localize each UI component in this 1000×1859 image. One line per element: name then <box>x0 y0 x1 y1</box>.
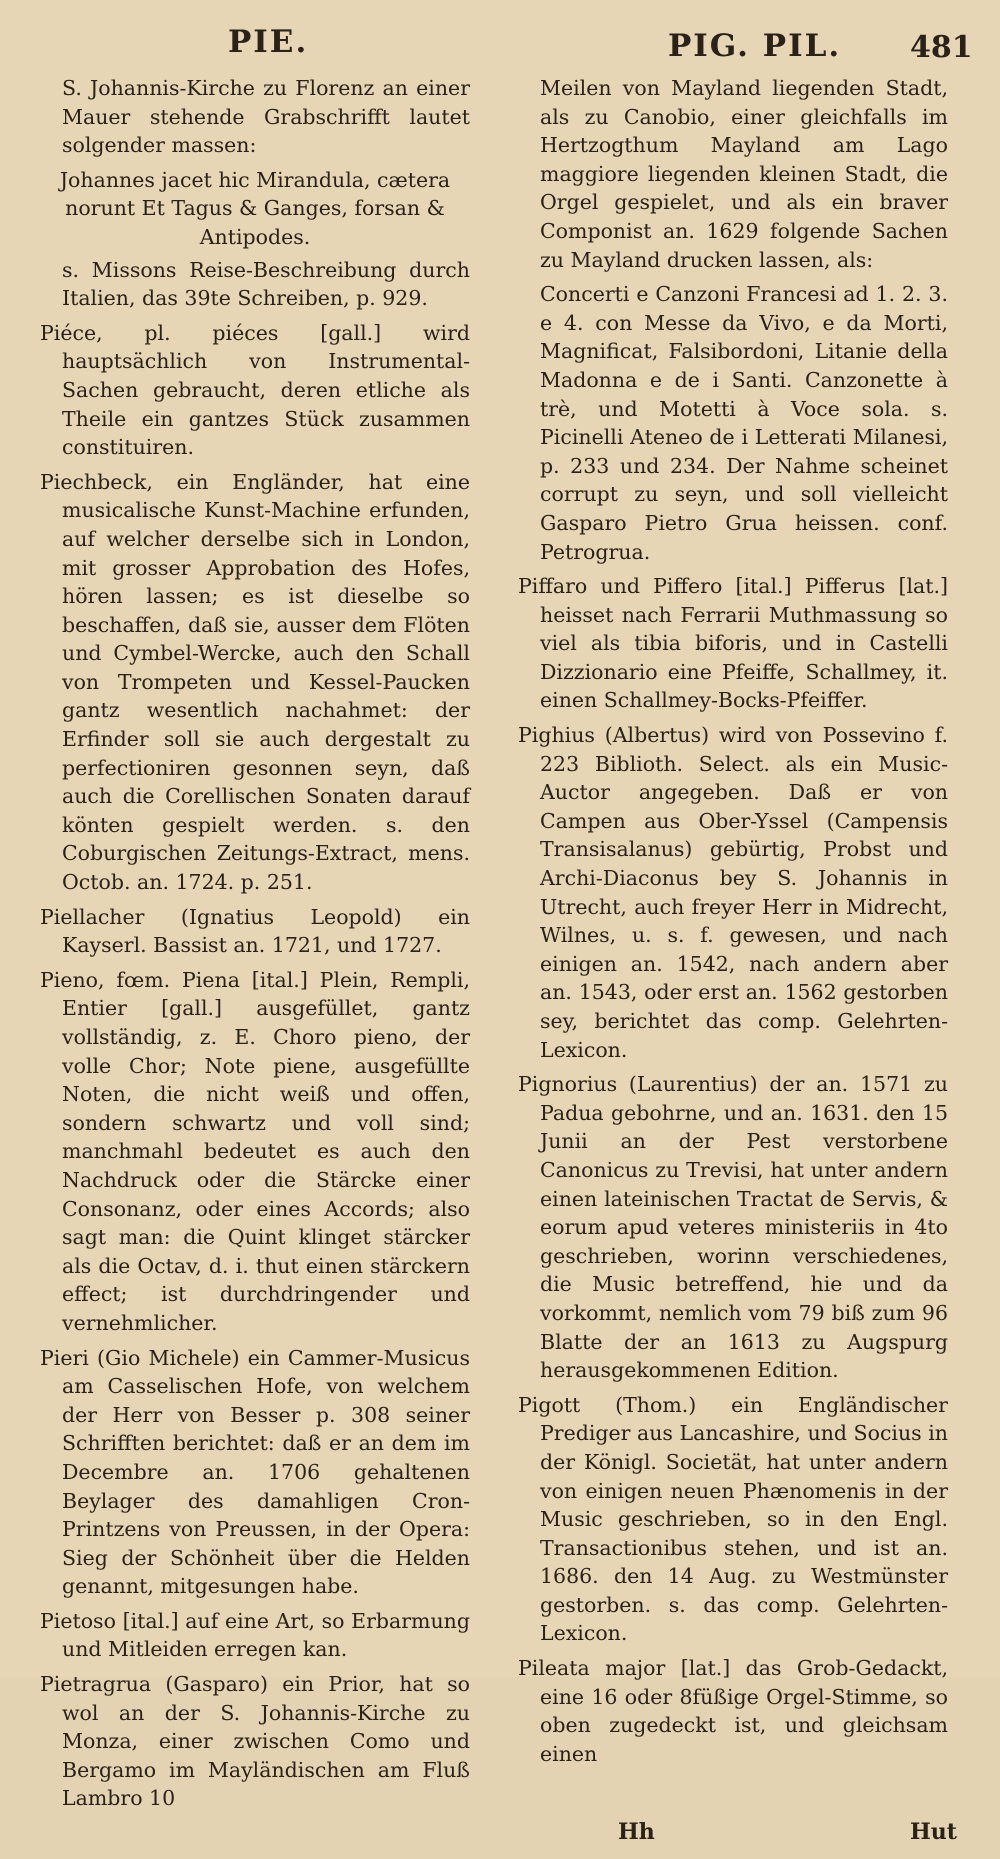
entry-works-list: Concerti e Canzoni Francesi ad 1. 2. 3. e 4. con Messe da Vivo, e da Morti, Magnificat, Falsibordoni, Litanie della Madonna e de i Santi. Canzonette à trè, und Motetti à Voce sola. s. Picinelli Ateneo de i Letterati Milanesi, p. 233 und 234. Der Nahme scheinet corrupt zu seyn, und soll vielleicht Gasparo Pietro Grua heissen. conf. Petrogrua. <box>540 282 948 564</box>
entry-pileata-major: Pileata major [lat.] das Grob-Gedackt, eine 16 oder 8füßige Orgel-Stimme, so oben zugedeckt ist, und gleichsam einen <box>518 1656 948 1766</box>
header-right: PIG. PIL. <box>668 28 842 64</box>
entry-piffaro: Piffaro und Piffero [ital.] Pifferus [lat.] heisset nach Ferrarii Muthmassung so viel als tibia biforis, und in Castelli Dizzionario eine Pfeiffe, Schallmey, it. einen Schallmey-Bocks-Pfeiffer. <box>518 574 948 713</box>
entry-piece: Piéce, pl. piéces [gall.] wird hauptsächlich von Instrumental-Sachen gebraucht, deren etliche als Theile ein gantzes Stück zusammen constituiren. <box>40 320 470 460</box>
entry-pietragrua: Pietragrua (Gasparo) ein Prior, hat so wol an der S. Johannis-Kirche zu Monza, einer zwischen Como und Bergamo im Mayländischen am Fluß Lambro 10 <box>40 1672 470 1811</box>
running-header <box>40 18 973 74</box>
entry-pigott: Pigott (Thom.) ein Engländischer Prediger aus Lancashire, und Socius in der Königl. Societät, hat unter andern von einigen neuen Phænomenis in der Music geschrieben, so in den Engl. Transactionibus stehen, und ist an. 1686. den 14 Aug. zu Westmünster gestorben. s. das comp. Gelehrten-Lexicon. <box>518 1392 948 1646</box>
page-number: 481 <box>910 30 973 65</box>
entry-pietoso: Pietoso [ital.] auf eine Art, so Erbarmung und Mitleiden erregen kan. <box>40 1608 470 1662</box>
entry-reference: s. Missons Reise-Beschreibung durch Italien, das 39te Schreiben, p. 929. <box>62 257 470 311</box>
left-column <box>40 74 470 1819</box>
two-column-body <box>40 74 948 1819</box>
entry-pignorius: Pignorius (Laurentius) der an. 1571 zu Padua gebohrne, und an. 1631. den 15 Junii an der Pest verstorbene Canonicus zu Trevisi, hat unter andern einen lateinischen Tractat de Servis, & eorum apud veteres ministeriis in 4to geschrieben, worinn verschiedenes, die Music betreffend, hie und da vorkommt, nemlich vom 79 biß zum 96 Blatte der an 1613 zu Augspurg herausgekommenen Edition. <box>518 1072 948 1383</box>
epitaph-quote: Johannes jacet hic Mirandula, cætera norunt Et Tagus & Ganges, forsan & Antipodes. <box>59 167 451 249</box>
header-left: PIE. <box>228 24 309 60</box>
entry-continuation: S. Johannis-Kirche zu Florenz an einer Mauer stehende Grabschrifft lautet solgender massen: <box>62 76 470 158</box>
catchword: Hut <box>910 1819 957 1846</box>
right-column <box>518 74 948 1819</box>
entry-piellacher: Piellacher (Ignatius Leopold) ein Kayserl. Bassist an. 1721, und 1727. <box>40 904 470 958</box>
entry-pieno: Pieno, fœm. Piena [ital.] Plein, Rempli, Entier [gall.] ausgefüllet, gantz vollständig, z. E. Choro pieno, der volle Chor; Note piene, ausgefüllte Noten, die nicht weiß und offen, sondern schwartz und voll sind; manchmahl bedeutet es auch den Nachdruck oder die Stärcke einer Consonanz, oder eines Accords; also sagt man: die Quint klinget stärcker als die Octav, d. i. thut einen stärckern effect; ist durchdringender und vernehmlicher. <box>40 967 470 1335</box>
page-footer <box>40 1819 957 1859</box>
signature-mark: Hh <box>618 1819 655 1846</box>
entry-continuation: Meilen von Mayland liegenden Stadt, als zu Canobio, einer gleichfalls im Hertzogthum Mayland am Lago maggiore liegenden kleinen Stadt, die Orgel gespielet, und als ein braver Componist an. 1629 folgende Sachen zu Mayland drucken lassen, als: <box>540 76 948 272</box>
entry-pieri: Pieri (Gio Michele) ein Cammer-Musicus am Casselischen Hofe, von welchem der Herr von Besser p. 308 seiner Schrifften berichtet: daß er an dem im Decembre an. 1706 gehaltenen Beylager des damahligen Cron-Printzens von Preussen, in der Opera: Sieg der Schönheit über die Helden genannt, mitgesungen habe. <box>40 1345 470 1599</box>
entry-piechbeck: Piechbeck, ein Engländer, hat eine musicalische Kunst-Machine erfunden, auf welcher derselbe sich in London, mit grosser Approbation des Hofes, hören lassen; es ist dieselbe so beschaffen, daß sie, ausser dem Flöten und Cymbel-Wercke, auch den Schall von Trompeten und Kessel-Paucken gantz wesentlich nachahmet: der Erfinder soll sie auch dergestalt zu perfectioniren gesonnen seyn, daß auch die Corellischen Sonaten darauf könten gespielt werden. s. den Coburgischen Zeitungs-Extract, mens. Octob. an. 1724. p. 251. <box>40 469 470 895</box>
entry-pighius: Pighius (Albertus) wird von Possevino f. 223 Biblioth. Select. als ein Music-Auctor angegeben. Daß er von Campen aus Ober-Yssel (Campensis Transisalanus) gebürtig, Probst und Archi-Diaconus bey S. Johannis in Utrecht, auch freyer Herr in Midrecht, Wilnes, u. s. f. gewesen, und nach einigen an. 1542, nach andern aber an. 1543, oder erst an. 1562 gestorben sey, berichtet das comp. Gelehrten-Lexicon. <box>518 723 948 1062</box>
